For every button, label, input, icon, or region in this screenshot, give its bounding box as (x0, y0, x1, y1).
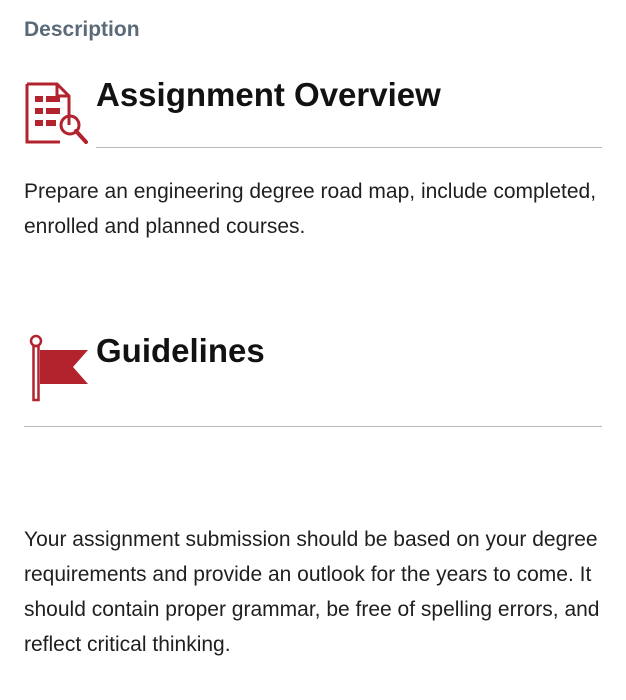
guidelines-header (24, 332, 602, 432)
guidelines-title: Guidelines (96, 332, 265, 369)
overview-divider (96, 147, 602, 148)
overview-header (24, 76, 602, 152)
overview-title: Assignment Overview (96, 76, 441, 113)
guidelines-body: Your assignment submission should be based on your degree requirements and provide an outlook for the years to come. It should contain proper grammar, be free of spelling errors, and reflect critical thinking. (24, 528, 600, 656)
flag-icon (24, 334, 90, 402)
guidelines-divider (24, 426, 602, 427)
document-search-icon (24, 80, 90, 146)
description-label: Description (24, 18, 140, 41)
overview-body: Prepare an engineering degree road map, include completed, enrolled and planned courses. (24, 180, 597, 238)
